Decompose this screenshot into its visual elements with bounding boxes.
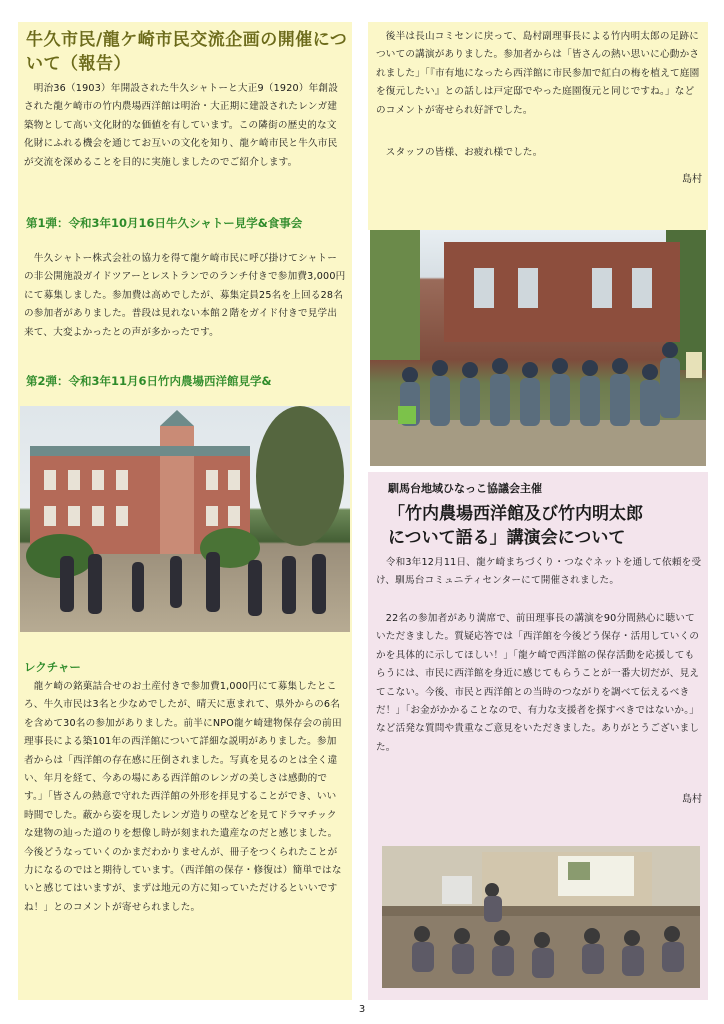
right-top-panel bbox=[368, 22, 708, 230]
section-heading-2: 第2弾：令和3年11月6日竹内農場西洋館見学& bbox=[26, 374, 272, 388]
group-photo bbox=[370, 230, 706, 466]
intro-paragraph: 明治36（1903）年開設された牛久シャトーと大正9（1920）年創設された龍ケ崎市の竹内農場西洋館は明治・大正期に建設されたレンガ建築物として高い文化財的な価値を有しています。この隣街の歴史的な文化財にふれる機会を通じてお互いの文化を知り、龍ケ崎市民と牛久市民が交流を深めることを目的に実施しましたのでご紹介します。 bbox=[24, 83, 338, 168]
section-heading-1: 第1弾：令和3年10月16日牛久シャトー見学&食事会 bbox=[26, 216, 303, 230]
western-house-photo bbox=[20, 406, 350, 632]
lecture-paragraph: 後半は長山コミセンに戻って、島村副理事長による竹内明太郎の足跡についての講演がありました。参加者からは「皆さんの熱い思いに心動かされました」「『市有地になったら西洋館に市民参加で紅白の梅を植えて庭園を復元したい』との話しは戸定邸でやった庭園復元と同じですね。」などのコメントが寄せられ好評でした。 bbox=[376, 31, 700, 116]
thanks-paragraph: スタッフの皆様、お疲れ様でした。 bbox=[376, 147, 543, 158]
lecture-hall-illustration bbox=[382, 846, 700, 988]
article-title: 牛久市民/龍ケ崎市民交流企画の開催について（報告） bbox=[26, 30, 348, 74]
lecture-title-line2: について語る」講演会について bbox=[388, 528, 626, 548]
page-number: 3 bbox=[358, 1004, 366, 1015]
section-heading-2-cont: レクチャー bbox=[24, 660, 81, 674]
section-2-paragraph: 龍ケ崎の銘菓詰合せのお土産付きで参加費1,000円にて募集したところ、牛久市民は3名と少なめでしたが、晴天に恵まれて、県外からの6名を含めて30名の参加がありました。前半にNPO龍ケ崎建物保存会の前田理事長による築101年の西洋館について詳細な説明がありました。参加者からは「西洋館の存在感に圧倒されました。写真を見るのとは全く違い、年月を経て、今あの場にある西洋館のレンガの美しさは感動的です。」「皆さんの熱意で守れた西洋館の外形を拝見することができ、いい時間でした。蔽から姿を現したレンガ造りの壁などを見てドラマチックな建物の辿った道のりを想像し時が刻まれた遺産なのだと感じました。今後どうなっていくのかまだわかりませんが、冊子をつくられたことが力になるのではと期待しています。（西洋館の保存・修復は）簡単ではないと感じてはいますが、まずは地元の方に知っていただけるといいですね！」とのコメントが寄せられました。 bbox=[24, 681, 342, 913]
western-house-illustration bbox=[20, 406, 350, 632]
author-signature-2: 島村 bbox=[682, 794, 702, 805]
lecture-detail-paragraph: 22名の参加者があり満席で、前田理事長の講演を90分間熱心に聴いていただきました。質疑応答では「西洋館を今後どう保存・活用していくのかを具体的に示してほしい！」「龍ケ崎で西洋館の保存活動を応援してもらうには、市民に西洋館を身近に感じてもらうことが一番大切だが、見えてこない。今後、市民と西洋館との当時のつながりを調べて伝えるべきだ！」「お金がかかることなので、有力な支援者を探すべきではないか。」など活発な質問や貴重なご意見をいただきました。ありがとうございました。 bbox=[376, 613, 700, 753]
lecture-title-line1: 「竹内農場西洋館及び竹内明太郎 bbox=[388, 504, 643, 524]
organizer-label: 馴馬台地域ひなっこ協議会主催 bbox=[388, 482, 542, 495]
group-photo-illustration bbox=[370, 230, 706, 466]
lecture-hall-photo bbox=[382, 846, 700, 988]
author-signature: 島村 bbox=[682, 174, 702, 185]
lecture-intro-paragraph: 令和3年12月11日、龍ケ崎まちづくり・つなぐネットを通して依頼を受け、馴馬台コミュニティセンターにて開催されました。 bbox=[376, 557, 702, 587]
section-1-paragraph: 牛久シャトー株式会社の協力を得て龍ケ崎市民に呼び掛けてシャトーの非公開施設ガイドツアーとレストランでのランチ付きで参加費3,000円にて募集しました。参加費は高めでしたが、募集定員25名を上回る28名の参加者がありました。普段は見れない本館２階をガイド付きで見学出来て、大変よかったとの声が多かったです。 bbox=[24, 253, 346, 338]
